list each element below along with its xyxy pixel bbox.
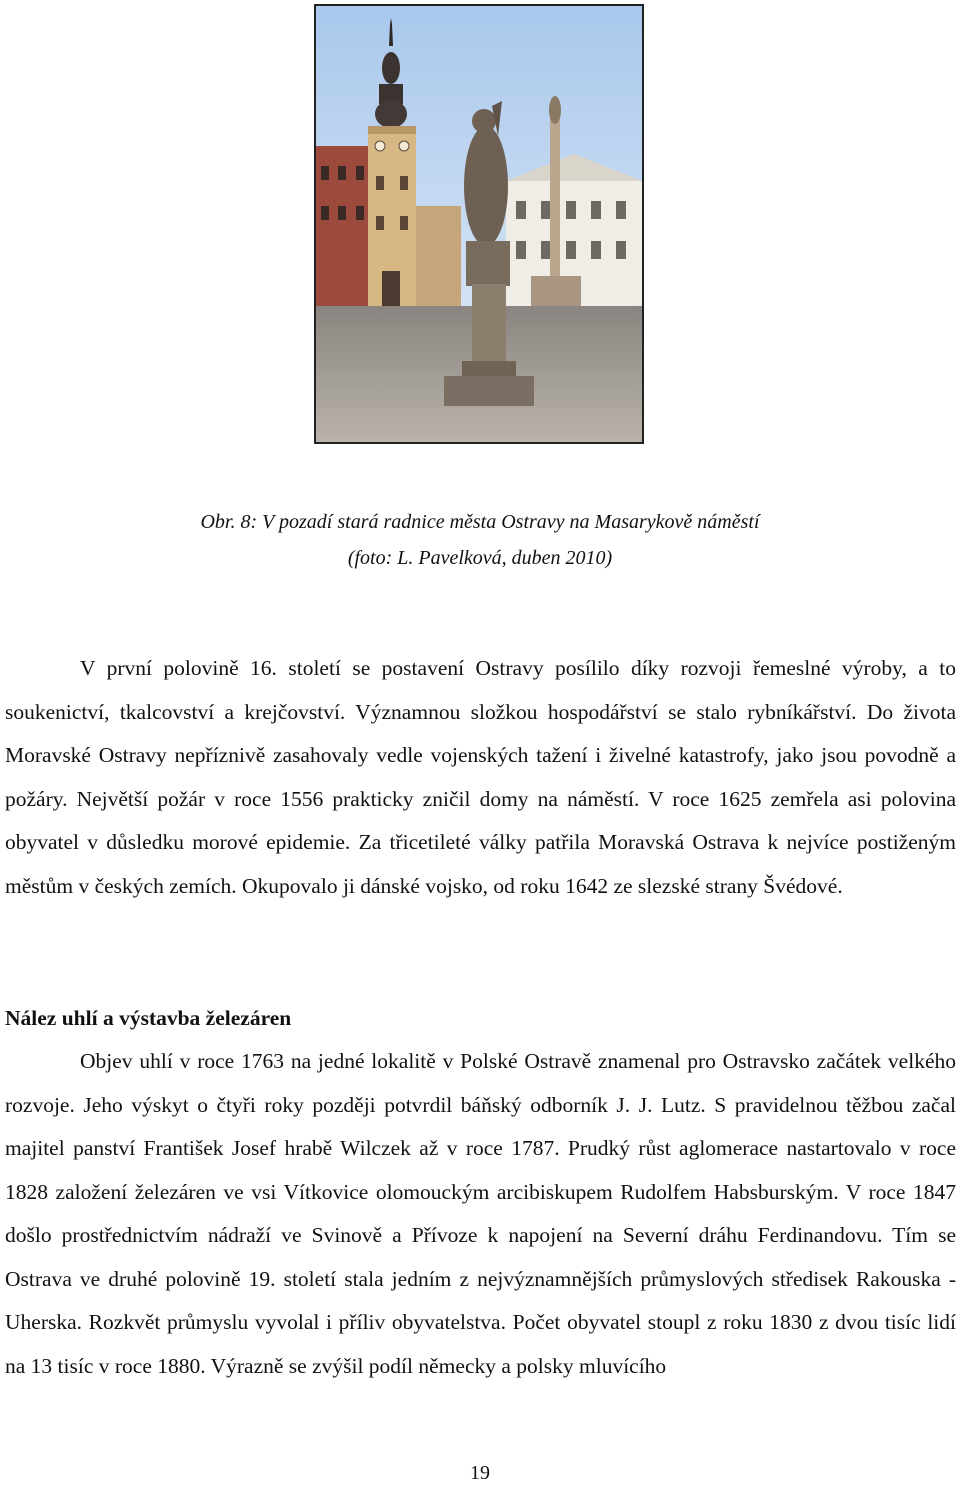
paragraph-16th-century: V první polovině 16. století se postavení Ostravy posílilo díky rozvoji řemeslné výroby, a to soukenictví, tkalcovství a krejčovství. Významnou složkou hospodářství se stalo rybníkářství. Do života Moravské Ostravy nepříznivě zasahovaly vedle vojenských tažení i živelné katastrofy, jako jsou povodně a požáry. Největší požár v roce 1556 prakticky zničil domy na náměstí. V roce 1625 zemřela asi polovina obyvatel v důsledku morové epidemie. Za třicetileté války patřila Moravská Ostrava k nejvíce postiženým městům v českých zemích. Okupovalo ji dánské vojsko, od roku 1642 ze slezské strany Švédové. <box>5 656 956 898</box>
figure-caption-line2: (foto: L. Pavelková, duben 2010) <box>347 547 613 569</box>
page-number: 19 <box>470 1462 490 1484</box>
figure-caption-line1: Obr. 8: V pozadí stará radnice města Ostravy na Masarykově náměstí <box>200 511 760 533</box>
square-photo <box>314 4 644 444</box>
left-building <box>316 146 376 306</box>
photo-illustration <box>316 6 642 442</box>
section-heading: Nález uhlí a výstavba železáren <box>5 1006 292 1030</box>
paragraph-coal-discovery: Objev uhlí v roce 1763 na jedné lokalitě v Polské Ostravě znamenal pro Ostravsko začátek velkého rozvoje. Jeho výskyt o čtyři roky později potvrdil báňský odborník J. J. Lutz. S pravidelnou těžbou začal majitel panství František Josef hrabě Wilczek až v roce 1787. Prudký růst aglomerace nastartovalo v roce 1828 založení železáren ve vsi Vítkovice olomouckým arcibiskupem Rudolfem Habsburským. V roce 1847 došlo prostřednictvím nádraží ve Svinově a Přívoze k napojení na Severní dráhu Ferdinandovu. Tím se Ostrava ve druhé polovině 19. století stala jedním z nejvýznamnějších průmyslových středisek Rakouska - Uherska. Rozkvět průmyslu vyvolal i příliv obyvatelstva. Počet obyvatel stoupl z roku 1830 z dvou tisíc lidí na 13 tisíc v roce 1880. Výrazně se zvýšil podíl německy a polsky mluvícího <box>5 1049 956 1378</box>
middle-building <box>416 206 461 311</box>
